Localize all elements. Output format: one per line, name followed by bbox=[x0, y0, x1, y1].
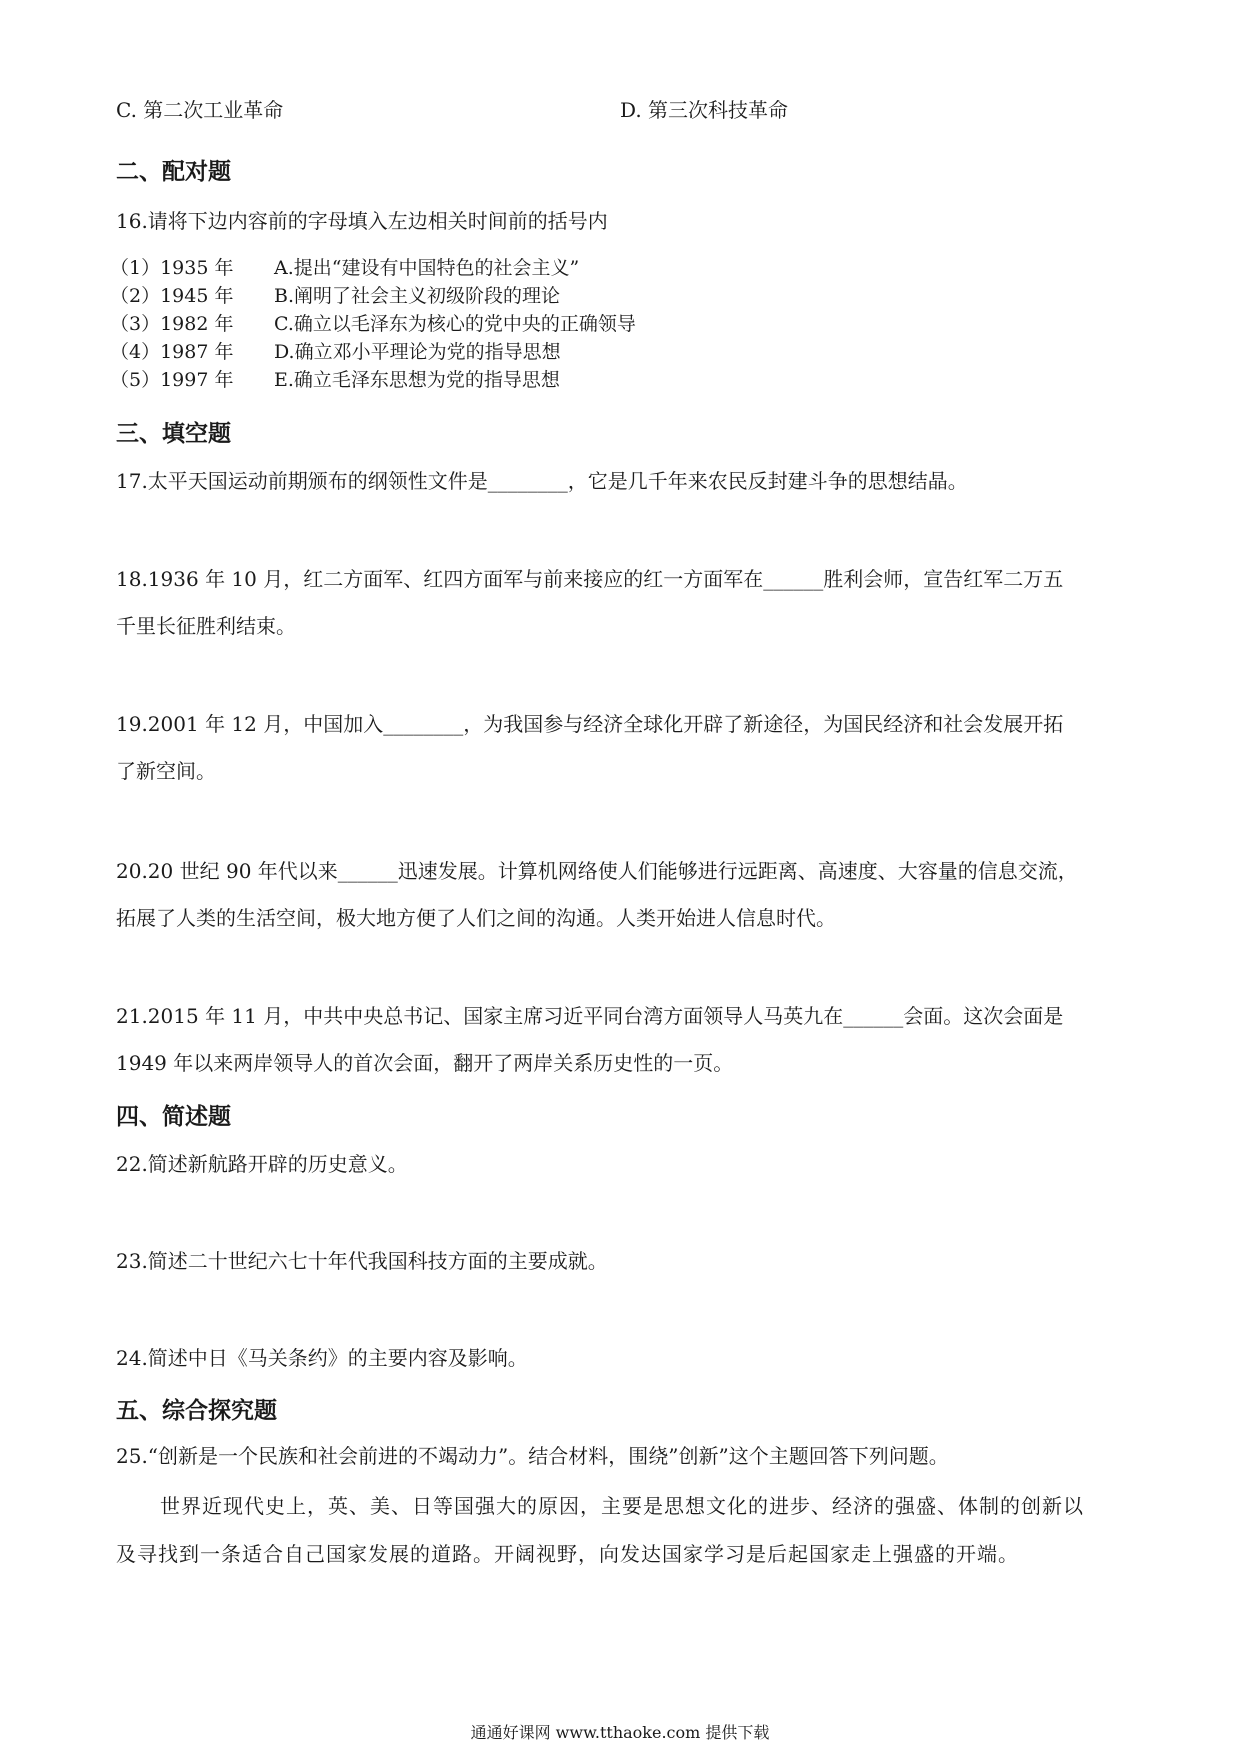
matching-item: A.提出“建设有中国特色的社会主义” bbox=[274, 257, 580, 279]
matching-year: （4）1987 年 bbox=[110, 341, 234, 363]
question-25: 25.“创新是一个民族和社会前进的不竭动力”。结合材料，围绕”创新”这个主题回答下列问题。 bbox=[116, 1444, 949, 1468]
question-21-line-1: 21.2015 年 11 月，中共中央总书记、国家主席习近平同台湾方面领导人马英九在______会面。这次会面是 bbox=[116, 1004, 1064, 1028]
section-heading-fill-blank: 三、填空题 bbox=[116, 421, 231, 447]
matching-year: （3）1982 年 bbox=[110, 313, 234, 335]
question-20-line-2: 拓展了人类的生活空间，极大地方便了人们之间的沟通。人类开始进人信息时代。 bbox=[116, 906, 836, 930]
matching-item: D.确立邓小平理论为党的指导思想 bbox=[274, 341, 561, 363]
matching-year: （1）1935 年 bbox=[110, 257, 234, 279]
matching-item: C.确立以毛泽东为核心的党中央的正确领导 bbox=[274, 313, 636, 335]
matching-item: E.确立毛泽东思想为党的指导思想 bbox=[274, 369, 560, 391]
question-18-line-1: 18.1936 年 10 月，红二方面军、红四方面军与前来接应的红一方面军在______胜利会师，宣告红军二万五 bbox=[116, 567, 1064, 591]
section-heading-short-answer: 四、简述题 bbox=[116, 1104, 231, 1130]
matching-item: B.阐明了社会主义初级阶段的理论 bbox=[274, 285, 561, 307]
question-22: 22.简述新航路开辟的历史意义。 bbox=[116, 1152, 408, 1176]
page-footer: 通通好课网 www.tthaoke.com 提供下载 bbox=[470, 1723, 770, 1742]
question-18-line-2: 千里长征胜利结束。 bbox=[116, 614, 296, 638]
question-16: 16.请将下边内容前的字母填入左边相关时间前的括号内 bbox=[116, 209, 608, 233]
question-19-line-1: 19.2001 年 12 月，中国加入________，为我国参与经济全球化开辟了新途径，为国民经济和社会发展开拓 bbox=[116, 712, 1064, 736]
question-23: 23.简述二十世纪六七十年代我国科技方面的主要成就。 bbox=[116, 1249, 608, 1273]
material-line-2: 及寻找到一条适合自己国家发展的道路。开阔视野，向发达国家学习是后起国家走上强盛的开端。 bbox=[116, 1542, 1019, 1566]
matching-year: （5）1997 年 bbox=[110, 369, 234, 391]
option-c: C. 第二次工业革命 bbox=[116, 98, 284, 122]
material-line-1: 世界近现代史上，英、美、日等国强大的原因，主要是思想文化的进步、经济的强盛、体制的创新以 bbox=[160, 1494, 1084, 1518]
question-21-line-2: 1949 年以来两岸领导人的首次会面，翻开了两岸关系历史性的一页。 bbox=[116, 1051, 734, 1075]
section-heading-inquiry: 五、综合探究题 bbox=[116, 1398, 277, 1424]
section-heading-matching: 二、配对题 bbox=[116, 159, 231, 185]
matching-year: （2）1945 年 bbox=[110, 285, 234, 307]
question-24: 24.简述中日《马关条约》的主要内容及影响。 bbox=[116, 1346, 528, 1370]
question-19-line-2: 了新空间。 bbox=[116, 759, 216, 783]
question-20-line-1: 20.20 世纪 90 年代以来______迅速发展。计算机网络使人们能够进行远距离、高速度、大容量的信息交流， bbox=[116, 859, 1078, 883]
option-d: D. 第三次科技革命 bbox=[620, 98, 789, 122]
question-17: 17.太平天国运动前期颁布的纲领性文件是________，它是几千年来农民反封建斗争的思想结晶。 bbox=[116, 469, 968, 493]
